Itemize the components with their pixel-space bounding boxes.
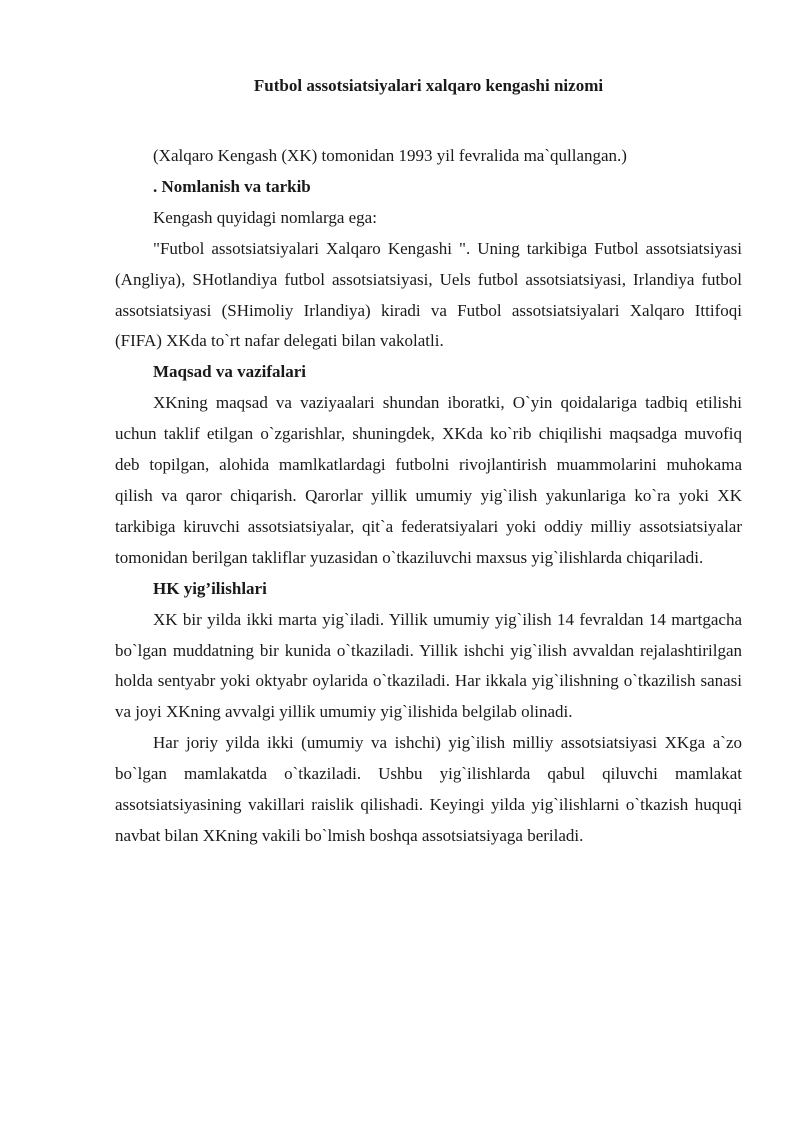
paragraph-goals: XKning maqsad va vaziyaalari shundan iboratki, O`yin qoidalariga tadbiq etilishi uchun taklif etilgan o`zgarishlar, shuningdek, XKda ko`rib chiqilishi maqsadga muvofiq deb topilgan, alohida mamlkatlardagi futbolni rivojlantirish muammolarini muhokama qilish va qaror chiqarish. Qarorlar yillik umumiy yig`ilish yakunlariga ko`ra yoki XK tarkibiga kiruvchi assotsiatsiyalar, qit`a federatsiyalari yoki oddiy milliy assotsiatsiyalar tomonidan berilgan takliflar yuzasidan o`tkaziluvchi maxsus yig`ilishlarda chiqariladi. xyxy=(115,393,742,567)
paragraph-meetings-schedule: XK bir yilda ikki marta yig`iladi. Yillik umumiy yig`ilish 14 fevraldan 14 martgacha bo`lgan muddatning bir kunida o`tkaziladi. Yillik ishchi yig`ilish avvaldan rejalashtirilgan holda sentyabr yoki oktyabr oylarida o`tkaziladi. Har ikkala yig`ilishning o`tkazilish sanasi va joyi XKning avvalgi yillik umumiy yig`ilishida belgilab olinadi. xyxy=(115,609,742,722)
document-title: Futbol assotsiatsiyalari xalqaro kengashi nizomi xyxy=(253,76,604,95)
paragraph-meetings-host: Har joriy yilda ikki (umumiy va ishchi) yig`ilish milliy assotsiatsiyasi XKga a`zo bo`lgan mamlakatda o`tkaziladi. Ushbu yig`ilishlarda qabul qiluvchi mamlakat assotsiatsiyasining vakillari raislik qilishadi. Keyingi yilda yig`ilishlarni o`tkazish huquqi navbat bilan XKning vakili bo`lmish boshqa assotsiatsiyaga beriladi. xyxy=(115,733,742,845)
section-heading-meetings: HK yig’ilishlari xyxy=(153,578,267,598)
paragraph-composition: "Futbol assotsiatsiyalari Xalqaro Kengashi ". Uning tarkibiga Futbol assotsiatsiyasi (Angliya), SHotlandiya futbol assotsiatsiyasi, Uels futbol assotsiatsiyasi, Irlandiya futbol assotsiatsiyasi (SHimoliy Irlandiya) kiradi va Futbol assotsiatsiyalari Xalqaro Ittifoqi (FIFA) XKda to`rt nafar delegati bilan vakolatli. xyxy=(115,238,742,351)
paragraph-name-intro: Kengash quyidagi nomlarga ega: xyxy=(153,207,377,227)
approval-note: (Xalqaro Kengash (XK) tomonidan 1993 yil fevralida ma`qullangan.) xyxy=(153,146,627,165)
section-heading-name-composition: . Nomlanish va tarkib xyxy=(153,176,311,196)
document-page xyxy=(115,74,742,852)
section-heading-goals: Maqsad va vazifalari xyxy=(153,362,306,382)
